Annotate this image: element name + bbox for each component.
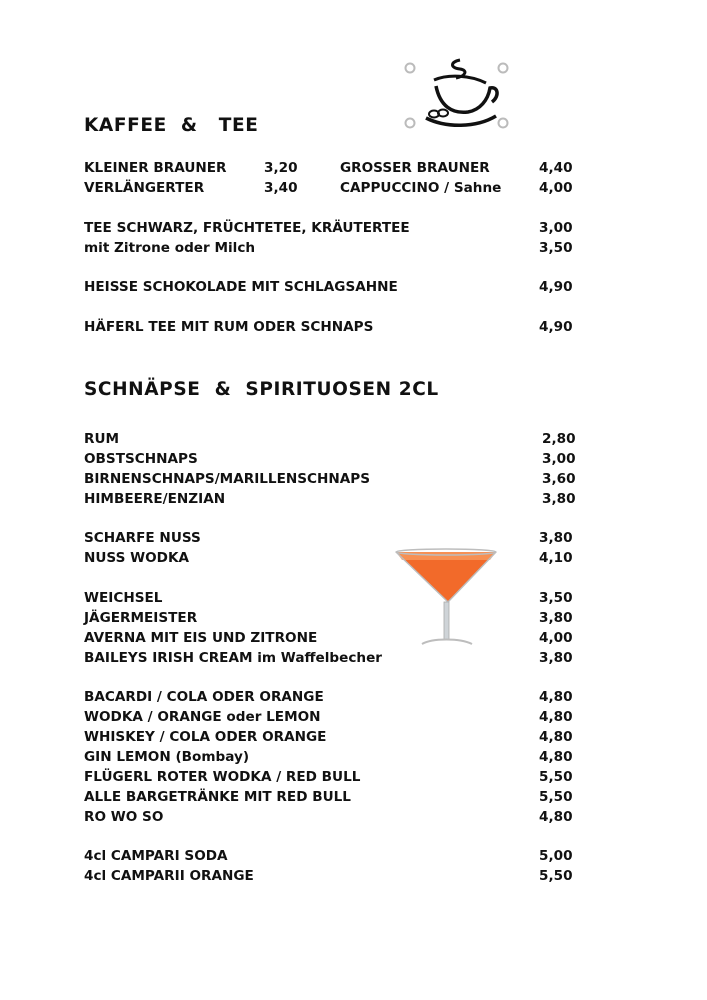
menu-item-price: 2,80 bbox=[542, 431, 576, 447]
item-name: VERLÄNGERTER bbox=[84, 180, 205, 196]
menu-item-name: WODKA / ORANGE oder LEMON bbox=[84, 709, 321, 725]
menu-item-price: 3,80 bbox=[539, 610, 573, 626]
menu-item-price: 3,50 bbox=[539, 590, 573, 606]
menu-item-price: 4,80 bbox=[539, 749, 573, 765]
item-name: KLEINER BRAUNER bbox=[84, 160, 227, 176]
menu-item-name: OBSTSCHNAPS bbox=[84, 451, 198, 467]
menu-item-name: WEICHSEL bbox=[84, 590, 163, 606]
menu-item-name: HEISSE SCHOKOLADE MIT SCHLAGSAHNE bbox=[84, 279, 398, 295]
menu-item-price: 5,00 bbox=[539, 848, 573, 864]
cocktail-glass-icon bbox=[392, 544, 502, 650]
menu-item-name: GIN LEMON (Bombay) bbox=[84, 749, 250, 765]
item-name: CAPPUCCINO / Sahne bbox=[340, 180, 502, 196]
menu-item-name: RUM bbox=[84, 431, 120, 447]
item-price: 4,00 bbox=[539, 180, 573, 196]
menu-item-price: 5,50 bbox=[539, 868, 573, 884]
menu-item-price: 4,80 bbox=[539, 709, 573, 725]
menu-item-price: 4,80 bbox=[539, 809, 573, 825]
menu-item-price: 3,80 bbox=[542, 491, 576, 507]
menu-item-price: 3,60 bbox=[542, 471, 576, 487]
item-price: 3,40 bbox=[264, 180, 298, 196]
item-price: 3,20 bbox=[264, 160, 298, 176]
section-title-schnaps: SCHNÄPSE & SPIRITUOSEN 2CL bbox=[84, 379, 439, 400]
menu-item-price: 5,50 bbox=[539, 769, 573, 785]
menu-item-name: BIRNENSCHNAPS/MARILLENSCHNAPS bbox=[84, 471, 371, 487]
section-title-kaffee: KAFFEE & TEE bbox=[84, 115, 259, 136]
menu-item-name: TEE SCHWARZ, FRÜCHTETEE, KRÄUTERTEE bbox=[84, 220, 410, 236]
menu-item-price: 3,80 bbox=[539, 530, 573, 546]
menu-item-price: 3,50 bbox=[539, 240, 573, 256]
menu-item-price: 4,00 bbox=[539, 630, 573, 646]
menu-item-name: ALLE BARGETRÄNKE MIT RED BULL bbox=[84, 789, 351, 805]
menu-item-name: BACARDI / COLA ODER ORANGE bbox=[84, 689, 324, 705]
menu-item-price: 5,50 bbox=[539, 789, 573, 805]
menu-item-name: JÄGERMEISTER bbox=[84, 610, 198, 626]
menu-item-price: 3,00 bbox=[542, 451, 576, 467]
menu-item-name: HÄFERL TEE MIT RUM ODER SCHNAPS bbox=[84, 319, 374, 335]
coffee-cup-icon bbox=[400, 56, 515, 134]
menu-item-name: HIMBEERE/ENZIAN bbox=[84, 491, 226, 507]
item-price: 4,40 bbox=[539, 160, 573, 176]
menu-item-name: RO WO SO bbox=[84, 809, 164, 825]
menu-item-name: NUSS WODKA bbox=[84, 550, 190, 566]
menu-item-price: 3,00 bbox=[539, 220, 573, 236]
menu-item-price: 4,90 bbox=[539, 279, 573, 295]
menu-item-name: BAILEYS IRISH CREAM im Waffelbecher bbox=[84, 650, 382, 666]
menu-item-name: SCHARFE NUSS bbox=[84, 530, 201, 546]
menu-item-price: 3,80 bbox=[539, 650, 573, 666]
item-name: GROSSER BRAUNER bbox=[340, 160, 490, 176]
menu-item-price: 4,90 bbox=[539, 319, 573, 335]
menu-item-name: WHISKEY / COLA ODER ORANGE bbox=[84, 729, 327, 745]
menu-item-name: 4cl CAMPARI SODA bbox=[84, 848, 228, 864]
menu-item-name: AVERNA MIT EIS UND ZITRONE bbox=[84, 630, 318, 646]
menu-item-price: 4,80 bbox=[539, 689, 573, 705]
menu-item-price: 4,80 bbox=[539, 729, 573, 745]
menu-item-name: 4cl CAMPARII ORANGE bbox=[84, 868, 254, 884]
menu-item-name: FLÜGERL ROTER WODKA / RED BULL bbox=[84, 769, 361, 785]
menu-item-price: 4,10 bbox=[539, 550, 573, 566]
menu-item-name: mit Zitrone oder Milch bbox=[84, 240, 256, 256]
